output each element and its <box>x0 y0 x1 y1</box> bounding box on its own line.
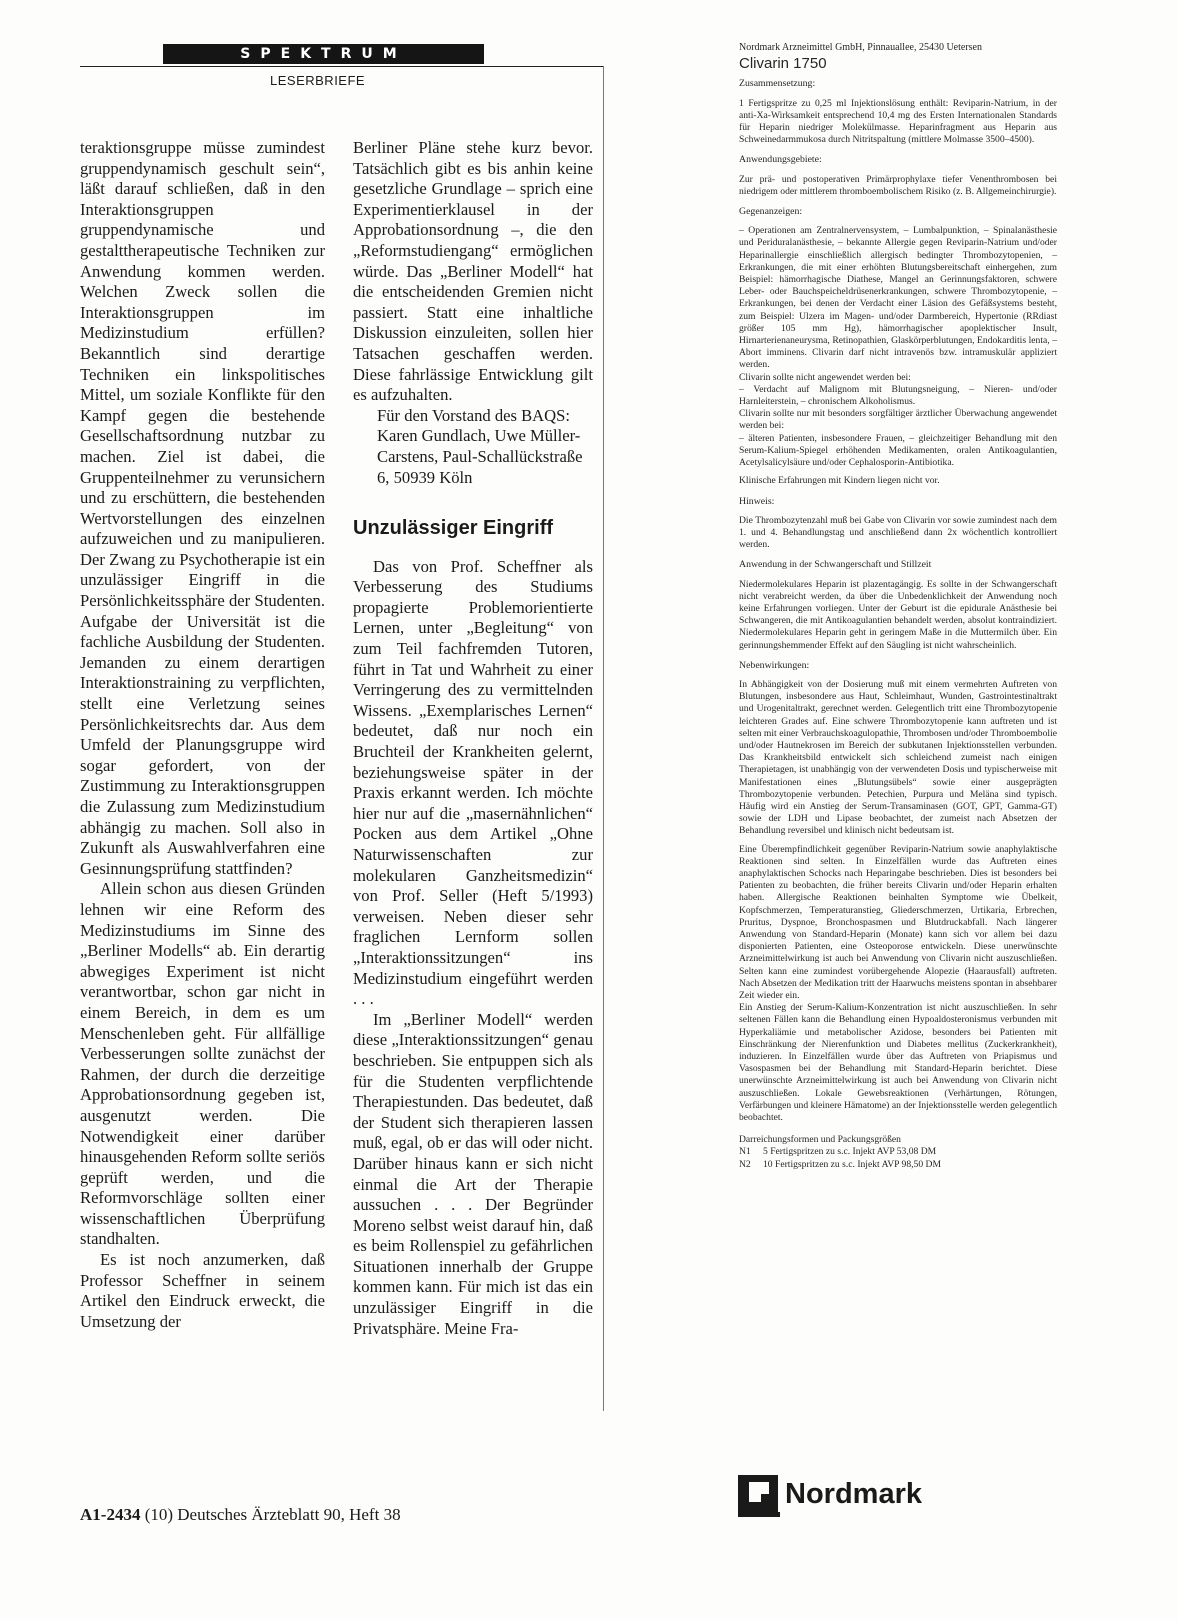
pack-row <box>739 1146 1057 1158</box>
pack-code: N2 <box>739 1158 751 1170</box>
page-footer <box>80 1505 401 1525</box>
section-heading: Anwendungsgebiete: <box>739 154 822 166</box>
paragraph: Allein schon aus diesen Gründen lehnen wir eine Reform des Medizinstudiums im Sinne des „Berliner Modells“ ab. Ein derartig abwegiges Experiment ist nicht verantwortbar, schon gar nicht in einem Bereich, in dem es um Menschenleben geht. Für allfällige Verbesserungen sollte zunächst der Rahmen, der durch die derzeitige Approbationsordnung gegeben ist, ausgenutzt werden. Die Notwendigkeit einer darüber hinausgehenden Reform sollte seriös geprüft werden, und die Reformvorschläge sollten einer wissenschaftlichen Überprüfung standhalten. <box>80 879 325 1249</box>
page-code: A1-2434 <box>80 1505 141 1524</box>
journal-citation: (10) Deutsches Ärzteblatt 90, Heft 38 <box>144 1505 401 1524</box>
section-heading: Nebenwirkungen: <box>739 659 810 671</box>
section-text: – älteren Patienten, insbesondere Frauen, – gleichzeitiger Behandlung mit den Serum-Kalium-Spiegel erhöhenden Medikamenten, oralen Antikoagulantien, Acetylsalicylsäure und/oder Cephalosporin-Antibiotika. <box>739 432 1057 469</box>
section-pregnancy <box>739 559 1057 651</box>
paragraph: Das von Prof. Scheffner als Verbesserung des Studiums propagierte Problemorientierte Lernen, unter „Begleitung“ von zum Teil fachfremden Tutoren, führt in Tat und Wahrheit zu einer Verringerung des zu vermittelnden Wissens. „Exemplarisches Lernen“ bedeutet, daß nur noch ein Bruchteil der Krankheiten gelernt, beziehungsweise später in der Praxis erkannt werden. Ich möchte hier nur auf die „masernähnlichen“ Pocken aus dem Artikel „Ohne Naturwissenschaften zur molekularen Ganzheitsmedizin“ von Prof. Seller (Heft 5/1993) verweisen. Neben dieser sehr fraglichen Lernform sollen „Interaktionssitzungen“ ins Medizinstudium eingeführt werden . . . <box>353 556 593 1009</box>
column-divider <box>603 66 604 1411</box>
letter-signature: Für den Vorstand des BAQS: Karen Gundlach, Uwe Müller-Carstens, Paul-Schallückstraße 6, 50939 Köln <box>377 405 583 487</box>
section-heading: Zusammensetzung: <box>739 78 816 90</box>
nordmark-logo <box>735 1472 955 1532</box>
paragraph: Es ist noch anzumerken, daß Professor Scheffner in seinem Artikel den Eindruck erweckt, die Umsetzung der <box>80 1250 325 1331</box>
header-rule <box>80 66 604 67</box>
company-address: Nordmark Arzneimittel GmbH, Pinnauallee, 25430 Uetersen <box>739 42 982 53</box>
paragraph: Im „Berliner Modell“ werden diese „Interaktionssitzungen“ genau beschrieben. Sie entpuppen sich als für die Studenten verpflichtende Therapiestunden. Das bedeutet, daß der Student sich therapieren lassen muß, egal, ob er das will oder nicht. Darüber hinaus kann er sich nicht einmal die Art der Therapie aussuchen . . . Der Begründer Moreno selbst weist darauf hin, daß es beim Rollenspiel zu gefährlichen Situationen innerhalb der Gruppe kommen kann. Für mich ist das ein unzulässiger Eingriff in die Privatsphäre. Meine Fra- <box>353 1009 593 1338</box>
section-text: – Operationen am Zentralnervensystem, – Lumbalpunktion, – Spinalanästhesie und Periduralanästhesie, – bekannte Allergie gegen Reviparin-Natrium und/oder Heparinallergie einschließlich allergisch bedingter Thrombozytopenien, – Erkrankungen, die mit einer erhöhten Blutungsbereitschaft einhergehen, zum Beispiel: hämorrhagische Diathese, Mangel an Gerinnungsfaktoren, schwere Leber- oder Bauchspeicheldrüsenerkrankungen, schwere Thrombozytopenie, – Erkrankungen, bei denen der Verdacht einer Läsion des Gefäßsystems besteht, zum Beispiel: Ulzera im Magen- und/oder Darmbereich, Hypertonie (RRdiast größer 105 mm Hg), hämorrhagischer apoplektischer Insult, Hirnarterienaneurysma, Retinopathien, Glaskörperblutungen, Endokarditis lenta, – Abort imminens. Clivarin darf nicht intravenös bzw. intramuskulär appliziert werden. <box>739 225 1057 371</box>
section-text: Clivarin sollte nicht angewendet werden bei: <box>739 371 911 383</box>
section-note <box>739 496 1057 552</box>
letter-heading: Unzulässiger Eingriff <box>353 517 554 540</box>
section-label: LESERBRIEFE <box>270 73 366 88</box>
section-text: Clivarin sollte nur mit besonders sorgfältiger ärztlicher Überwachung angewendet werden bei: <box>739 408 1057 432</box>
section-text: Niedermolekulares Heparin ist plazentagängig. Es sollte in der Schwangerschaft nicht verabreicht werden, da über die Unbedenklichkeit der Anwendung noch keine Erfahrungen vorliegen. Unter der Geburt ist die epidurale Anästhesie bei Schwangeren, die mit Antikoagulantien behandelt werden, absolut kontraindiziert. Niedermolekulares Heparin geht in geringem Maße in die Muttermilch über. Ein gerinnungshemmender Effekt auf den Säugling ist nicht wahrscheinlich. <box>739 578 1057 651</box>
product-name: Clivarin 1750 <box>739 55 827 73</box>
section-text: 1 Fertigspritze zu 0,25 ml Injektionslösung enthält: Reviparin-Natrium, in der anti-Xa-Wirksamkeit entsprechend 10,4 mg des Ersten Internationalen Standards für Heparin niedriger Molekülmasse. Heparinfragment aus Heparin aus Schweinedarmmukosa durch Nitritspaltung (mittlere Molmasse 3500–4500). <box>739 97 1057 146</box>
section-heading: Hinweis: <box>739 495 775 507</box>
nordmark-mark-icon <box>735 1472 783 1520</box>
letter-column-2 <box>353 138 593 1483</box>
pack-text: 5 Fertigspritzen zu s.c. Injekt AVP 53,08 DM <box>763 1146 937 1158</box>
paragraph: Berliner Pläne stehe kurz bevor. Tatsächlich gibt es bis anhin keine gesetzliche Grundlage – sprich eine Experimentierklausel in der Approbationsordnung –, die den „Reformstudiengang“ ermöglichen würde. Das „Berliner Modell“ hat die entscheidenden Gremien nicht passiert. Statt eine inhaltliche Diskussion einzuleiten, sollen hier Tatsachen geschaffen werden. Diese fahrlässige Entwicklung gilt es aufzuhalten. <box>353 138 593 405</box>
pack-row <box>739 1159 1057 1171</box>
paragraph: teraktionsgruppe müsse zumindest gruppendynamisch geschult sein“, läßt darauf schließen, daß in den Interaktionsgruppen gruppendynamische und gestalttherapeutische Techniken zur Anwendung kommen werden. Welchen Zweck sollen die Interaktionsgruppen im Medizinstudium erfüllen? Bekanntlich sind derartige Techniken ein linkspolitisches Mittel, um soziale Konflikte für den Kampf gegen die bestehende Gesellschaftsordnung nutzbar zu machen. Ziel ist dabei, die Gruppenteilnehmer zu verunsichern und zu erschüttern, die bestehenden Wertvorstellungen des einzelnen aufzuweichen und zu manipulieren. Der Zwang zu Psychotherapie ist ein unzulässiger Eingriff in die Persönlichkeitssphäre der Studenten. Aufgabe der Universität ist die fachliche Ausbildung der Studenten. Jemanden zu einem derartigen Interaktionstraining zu verpflichten, stellt eine Verletzung seines Persönlichkeitsrechts dar. Aus dem Umfeld der Planungsgruppe wird sogar gefordert, von der Zustimmung zu Interaktionsgruppen die Zulassung zum Medizinstudium abhängig zu machen. Soll also in Zukunft als Auswahlverfahren eine Gesinnungsprüfung stattfinden? <box>80 138 325 878</box>
pack-code: N1 <box>739 1146 751 1158</box>
letter-column-1 <box>80 138 325 1478</box>
section-packaging <box>739 1134 1057 1171</box>
section-text: Die Thrombozytenzahl muß bei Gabe von Clivarin vor sowie zumindest nach dem 1. und 4. Behandlungstag und anschließend dann 2x wöchentlich kontrolliert werden. <box>739 514 1057 551</box>
logo-wordmark: Nordmark <box>785 1478 922 1510</box>
masthead-spektrum: SPEKTRUM <box>163 44 484 64</box>
section-heading: Darreichungsformen und Packungsgrößen <box>739 1134 901 1146</box>
section-text: Klinische Erfahrungen mit Kindern liegen nicht vor. <box>739 475 940 487</box>
section-heading: Gegenanzeigen: <box>739 206 803 218</box>
section-text: Ein Anstieg der Serum-Kalium-Konzentration ist nicht auszuschließen. In sehr seltenen Fällen kann die Behandlung einen Hypoaldosteronismus verbunden mit Hyperkaliämie und metabolischer Azidose, besonders bei Patienten mit Einschränkung der Nierenfunktion und Diabetes mellitus (Zuckerkrankheit), induzieren. In Einzelfällen wurde über das Auftreten von Priapismus und Vasospasmen bei der Behandlung mit Standard-Heparin berichtet. Diese unerwünschte Arzneimittelwirkung ist auch bei Anwendung von Clivarin nicht auszuschließen. Lokale Gewebsreaktionen (Verhärtungen, Rötungen, Verfärbungen und kleinere Hämatome) an der Injektionsstelle werden gelegentlich beobachtet. <box>739 1002 1057 1124</box>
section-heading: Anwendung in der Schwangerschaft und Stillzeit <box>739 559 932 571</box>
section-text: – Verdacht auf Malignom mit Blutungsneigung, – Nieren- und/oder Harnleiterstein, – chronischem Alkoholismus. <box>739 383 1057 408</box>
section-side-effects <box>739 660 1057 1125</box>
section-indications <box>739 154 1057 198</box>
section-text: In Abhängigkeit von der Dosierung muß mit einem vermehrten Auftreten von Blutungen, insbesondere aus Haut, Schleimhaut, Wunden, Gastrointestinaltrakt und Urogenitaltrakt, gerechnet werden. Gelegentlich tritt eine Thrombozytopenie leichteren Grades auf. Eine schwere Thrombozytopenie kann auftreten und ist selten mit einer Verbrauchskoagulopathie, Thrombosen und/oder Thromboembolie und/oder Hautnekrosen im Bereich der subkutanen Injektionsstellen verbunden. Das Krankheitsbild entwickelt sich schleichend zumeist nach einigen Therapietagen, ist unabhängig von der verwendeten Dosis und typischerweise mit Manifestationen eines „Blutungsübels“ sowie einer ausgeprägten Thrombozytopenie verbunden. Petechien, Purpura und Meläna sind typisch. Häufig wird ein Anstieg der Serum-Transaminasen (GOT, GPT, Gamma-GT) sowie der LDH und Lipase beobachtet, der zumeist nach Absetzen der Behandlung reversibel und klinisch nicht bedeutsam ist. <box>739 678 1057 837</box>
drug-info-panel <box>739 42 1057 1179</box>
pack-text: 10 Fertigspritzen zu s.c. Injekt AVP 98,50 DM <box>763 1158 942 1170</box>
section-text: Eine Überempfindlichkeit gegenüber Reviparin-Natrium sowie anaphylaktische Reaktionen sind selten. In Einzelfällen wurde das Auftreten eines anaphylaktischen Schocks nach Heparingabe beschrieben. Dies ist besonders bei Patienten zu beobachten, die früher bereits Clivarin und/oder Heparin erhalten haben. Allergische Reaktionen beinhalten Symptome wie Übelkeit, Kopfschmerzen, Temperaturanstieg, Gliederschmerzen, Urtikaria, Erbrechen, Pruritus, Dyspnoe, Bronchospasmen und Blutdruckabfall. Nach längerer Anwendung von Standard-Heparin (Monate) kann sich vor allem bei dazu disponierten Patienten, eine Osteoporose entwickeln. Diese unerwünschte Arzneimittelwirkung ist auch bei Anwendung von Clivarin nicht auszuschließen. Selten kann eine zumindest vorübergehende Alopezie (Haarausfall) auftreten. Nach Absetzen der Medikation tritt der Haarwuchs meistens spontan in absehbarer Zeit wieder ein. <box>739 843 1057 1002</box>
section-text: Zur prä- und postoperativen Primärprophylaxe tiefer Venenthrombosen bei niedrigem oder mittlerem thromboembolischem Risiko (z. B. Allgemeinchirurgie). <box>739 173 1057 197</box>
section-composition <box>739 78 1057 146</box>
section-contraindications <box>739 206 1057 487</box>
